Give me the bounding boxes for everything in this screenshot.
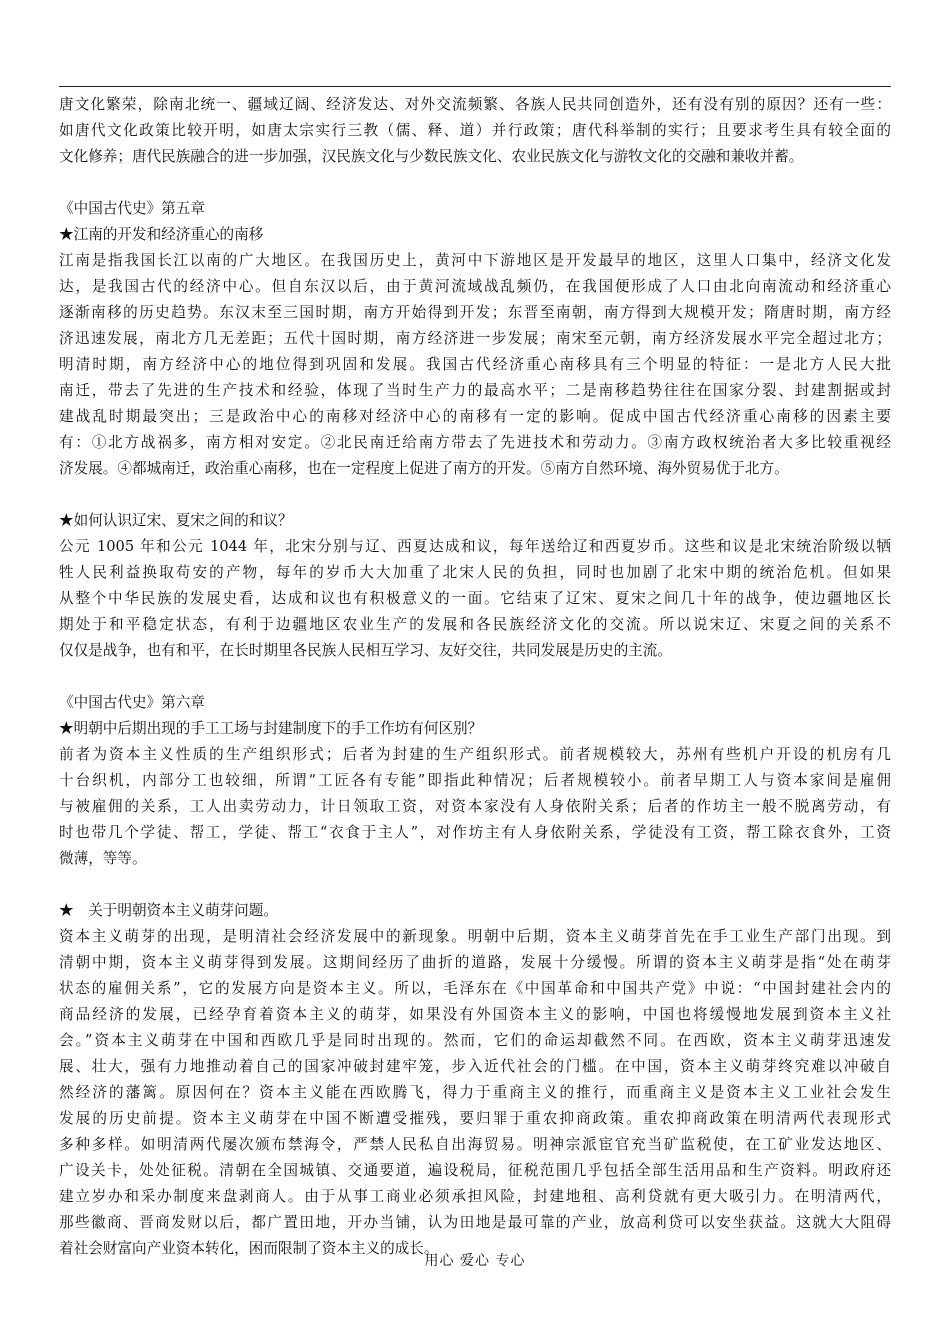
paragraph-line: 建战乱时期最突出；三是政治中心的南移对经济中心的南移有一定的影响。促成中国古代经济重心南移的因素主要 <box>59 408 891 425</box>
intro-paragraph <box>59 92 891 170</box>
paragraph-line: 文化修养；唐代民族融合的进一步加强，汉民族文化与少数民族文化、农业民族文化与游牧文化的交融和兼收并蓄。 <box>59 148 804 165</box>
paragraph-line: 南迁，带去了先进的生产技术和经验，体现了当时生产力的最高水平；二是南移趋势往往在国家分裂、封建割据或封 <box>59 382 891 399</box>
paragraph-line: 前者为资本主义性质的生产组织形式；后者为封建的生产组织形式。前者规模较大，苏州有些机户开设的机房有几 <box>59 746 891 763</box>
paragraph-line: 着社会财富向产业资本转化，困而限制了资本主义的成长。 <box>59 1240 439 1257</box>
paragraph-line: 状态的雇佣关系”，它的发展方向是资本主义。所以，毛泽东在《中国革命和中国共产党》中说：“中国封建社会内的 <box>59 980 891 997</box>
paragraph-line: 会。”资本主义萌芽在中国和西欧几乎是同时出现的。然而，它们的命运却截然不同。在西欧，资本主义萌芽迅速发 <box>59 1032 891 1049</box>
chapter-label: 《中国古代史》第六章 <box>59 694 205 711</box>
paragraph-line: 资本主义萌芽的出现，是明清社会经济发展中的新现象。明朝中后期，资本主义萌芽首先在手工业生产部门出现。到 <box>59 928 891 945</box>
paragraph-line: 微薄，等等。 <box>59 850 147 867</box>
paragraph-line: 发展的历史前提。资本主义萌芽在中国不断遭受摧残，要归罪于重农抑商政策。重农抑商政策在明清两代表现形式 <box>59 1110 891 1127</box>
paragraph-line: 然经济的藩篱。原因何在？资本主义能在西欧腾飞，得力于重商主义的推行，而重商主义是资本主义工业社会发生 <box>59 1084 891 1101</box>
paragraph-line: 唐文化繁荣，除南北统一、疆域辽阔、经济发达、对外交流频繁、各族人民共同创造外，还有没有别的原因？还有一些： <box>59 96 891 113</box>
section-shougong <box>59 690 891 872</box>
paragraph-line: 十台织机，内部分工也较细，所谓“工匠各有专能”即指此种情况；后者规模较小。前者早期工人与资本家间是雇佣 <box>59 772 891 789</box>
paragraph-line: 明清时期，南方经济中心的地位得到巩固和发展。我国古代经济重心南移具有三个明显的特征：一是北方人民大批 <box>59 356 891 373</box>
paragraph-line: 时也带几个学徒、帮工，学徒、帮工“衣食于主人”，对作坊主有人身依附关系，学徒没有工资，帮工除衣食外，工资 <box>59 824 891 841</box>
section-title: ★如何认识辽宋、夏宋之间的和议？ <box>59 512 293 529</box>
paragraph-line: 牲人民利益换取苟安的产物，每年的岁币大大加重了北宋人民的负担，同时也加剧了北宋中期的统治危机。但如果 <box>59 564 891 581</box>
paragraph-line: 济迅速发展，南北方几无差距；五代十国时期，南方经济进一步发展；南宋至元朝，南方经济发展水平完全超过北方； <box>59 330 891 347</box>
page-footer: 用心 爱心 专心 <box>424 1253 526 1269</box>
paragraph-line: 多种多样。如明清两代屡次颁布禁海令，严禁人民私自出海贸易。明神宗派宦官充当矿监税使，在工矿业发达地区、 <box>59 1136 891 1153</box>
paragraph-line: 江南是指我国长江以南的广大地区。在我国历史上，黄河中下游地区是开发最早的地区，这里人口集中，经济文化发 <box>59 252 891 269</box>
paragraph-line: 商品经济的发展，已经孕育着资本主义的萌芽，如果没有外国资本主义的影响，中国也将缓慢地发展到资本主义社 <box>59 1006 891 1023</box>
header-rule <box>59 86 891 87</box>
section-jiangnan <box>59 196 891 482</box>
section-title: ★明朝中后期出现的手工工场与封建制度下的手工作坊有何区别？ <box>59 720 483 737</box>
paragraph-line: 建立岁办和采办制度来盘剥商人。由于从事工商业必须承担风险，封建地租、高利贷就有更大吸引力。在明清两代， <box>59 1188 891 1205</box>
section-title: ★ 关于明朝资本主义萌芽问题。 <box>59 902 278 919</box>
paragraph-line: 达，是我国古代的经济中心。但自东汉以后，由于黄河流域战乱频仍，在我国便形成了人口由北向南流动和经济重心 <box>59 278 891 295</box>
paragraph-line: 济发展。④都城南迁，政治重心南移，也在一定程度上促进了南方的开发。⑤南方自然环境、海外贸易优于北方。 <box>59 460 789 477</box>
paragraph-line: 清朝中期，资本主义萌芽得到发展。这期间经历了曲折的道路，发展十分缓慢。所谓的资本主义萌芽是指“处在萌芽 <box>59 954 891 971</box>
paragraph-line: 那些徽商、晋商发财以后，都广置田地，开办当铺，认为田地是最可靠的产业，放高利贷可以安坐获益。这就大大阻碍 <box>59 1214 891 1231</box>
section-title: ★江南的开发和经济重心的南移 <box>59 226 264 243</box>
paragraph-line: 仅仅是战争，也有和平，在长时期里各民族人民相互学习、友好交往，共同发展是历史的主流。 <box>59 642 672 659</box>
paragraph-line: 有：①北方战祸多，南方相对安定。②北民南迁给南方带去了先进技术和劳动力。③南方政权统治者大多比较重视经 <box>59 434 891 451</box>
paragraph-line: 期处于和平稳定状态，有利于边疆地区农业生产的发展和各民族经济文化的交流。所以说宋辽、宋夏之间的关系不 <box>59 616 891 633</box>
chapter-label: 《中国古代史》第五章 <box>59 200 205 217</box>
paragraph-line: 广设关卡，处处征税。清朝在全国城镇、交通要道，遍设税局，征税范围几乎包括全部生活用品和生产资料。明政府还 <box>59 1162 891 1179</box>
paragraph-line: 从整个中华民族的发展史看，达成和议也有积极意义的一面。它结束了辽宋、夏宋之间几十年的战争，使边疆地区长 <box>59 590 891 607</box>
paragraph-line: 如唐代文化政策比较开明，如唐太宗实行三教（儒、释、道）并行政策；唐代科举制的实行；且要求考生具有较全面的 <box>59 122 891 139</box>
section-mengya <box>59 898 891 1262</box>
paragraph-line: 与被雇佣的关系，工人出卖劳动力，计日领取工资，对资本家没有人身依附关系；后者的作坊主一般不脱离劳动，有 <box>59 798 891 815</box>
document-body <box>59 92 891 1262</box>
paragraph-line: 公元 1005 年和公元 1044 年，北宋分别与辽、西夏达成和议，每年送给辽和西夏岁币。这些和议是北宋统治阶级以牺 <box>59 538 891 555</box>
section-heyi <box>59 508 891 664</box>
paragraph-line: 展、壮大，强有力地推动着自己的国家冲破封建牢笼，步入近代社会的门槛。在中国，资本主义萌芽终究难以冲破自 <box>59 1058 891 1075</box>
paragraph-line: 逐渐南移的历史趋势。东汉末至三国时期，南方开始得到开发；东晋至南朝，南方得到大规模开发；隋唐时期，南方经 <box>59 304 891 321</box>
